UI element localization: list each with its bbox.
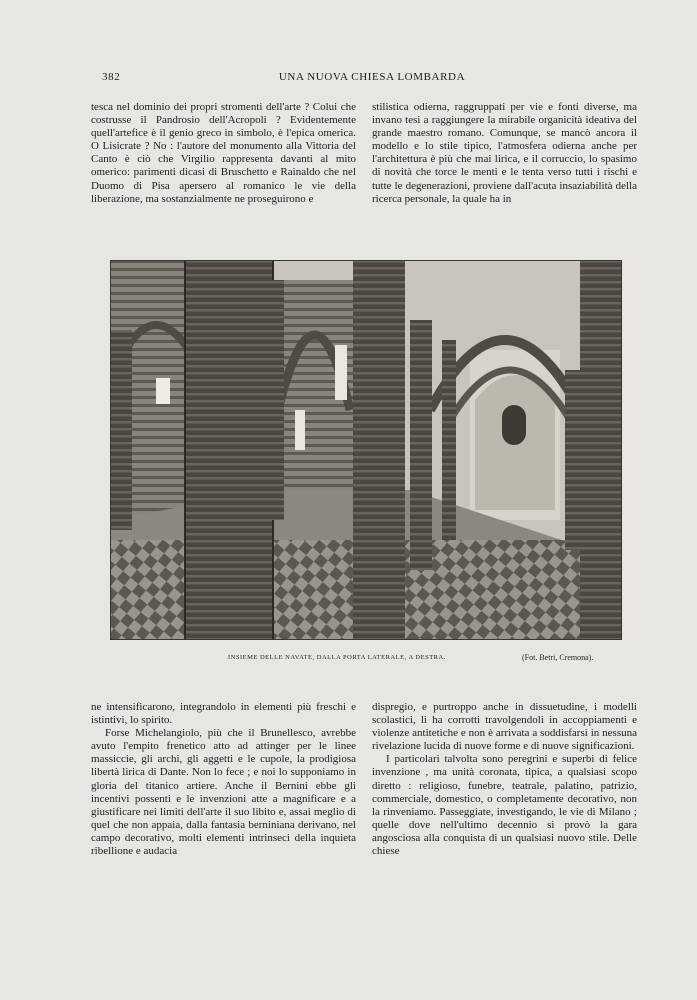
church-interior-photograph bbox=[110, 260, 622, 640]
paragraph: dispregio, e purtroppo anche in dissuetudine, i modelli scolastici, li ha corrotti travolgendoli in accoppiamenti e violenze antitetiche e non è arrivata a soddisfarsi in nessuna rivelazione lucida di nuove forme e di nuove significazioni. bbox=[372, 701, 637, 753]
paragraph: tesca nel dominio dei propri stromenti dell'arte ? Colui che costrusse il Pandrosio dell'Acropoli ? Evidentemente quell'artefice è il genio greco in simbolo, è l'epica omerica. O Lisicrate ? No : l'autore del monumento alla Vittoria del Canto è ciò che Virgilio rappresenta davanti al mito omerico: parimenti dicasi di Bruschetto e Rainaldo che nel Duomo di Pisa apersero al romanico le vie della liberazione, ma sostanzialmente ne proseguirono e bbox=[91, 101, 356, 205]
text-column-bottom-left bbox=[91, 701, 356, 858]
paragraph: stilistica odierna, raggruppati per vie e fonti diverse, ma invano tesi a raggiungere la mirabile organicità ideativa del grande maestro romano. Comunque, se mancò ancora il modello e lo stile tipico, l'atmosfera odierna anche per l'architettura è più che mai lirica, e il corruccio, lo spasimo di novità che torce le menti e le tenta verso tutti i rischi e tutte le degenerazioni, proviene dall'acuta insaziabilità della ricerca personale, la quale ha in bbox=[372, 101, 637, 205]
text-column-top-right bbox=[372, 101, 637, 206]
running-title: UNA NUOVA CHIESA LOMBARDA bbox=[278, 71, 466, 83]
text-column-bottom-right bbox=[372, 701, 637, 858]
text-column-top-left bbox=[91, 101, 356, 206]
page-number: 382 bbox=[102, 71, 121, 83]
paragraph: ne intensificarono, integrandolo in elementi più freschi e istintivi, lo spirito. bbox=[91, 701, 356, 727]
page-header bbox=[102, 71, 642, 87]
paragraph: I particolari talvolta sono peregrini e superbi di felice invenzione , ma unità coronata, tipica, a qualsiasi scopo diretto : religioso, funebre, teatrale, palatino, patrizio, commerciale, domestico, o completamente decorativo, non la rinveniamo. Passeggiate, investigando, le vie di Milano ; quelle dove nell'ultimo decennio si provò la gara angosciosa alla conquista di un qualsiasi nuovo stile. Delle chiese bbox=[372, 753, 637, 858]
paragraph: Forse Michelangiolo, più che il Brunellesco, avrebbe avuto l'empito frenetico atto ad attinger per le linee massiccie, gli archi, gli aggetti e le cupole, la prodigiosa libertà lirica di Dante. Non lo fece ; e noi lo supponiamo in gloria del titanico artiere. Anche il Bernini ebbe gli incentivi possenti e le invenzioni atte a magnificare e a giustificare nei limiti dell'arte il suo libito e, assai meglio di quel che non appaia, dalla fantasia berniniana derivano, nel campo decorativo, molti elementi intrinseci della inquieta ribellione e audacia bbox=[91, 727, 356, 858]
photo-credit: (Fot. Betri, Cremona). bbox=[522, 653, 594, 662]
figure-caption: INSIEME DELLE NAVATE, DALLA PORTA LATERALE, A DESTRA. bbox=[228, 654, 446, 661]
